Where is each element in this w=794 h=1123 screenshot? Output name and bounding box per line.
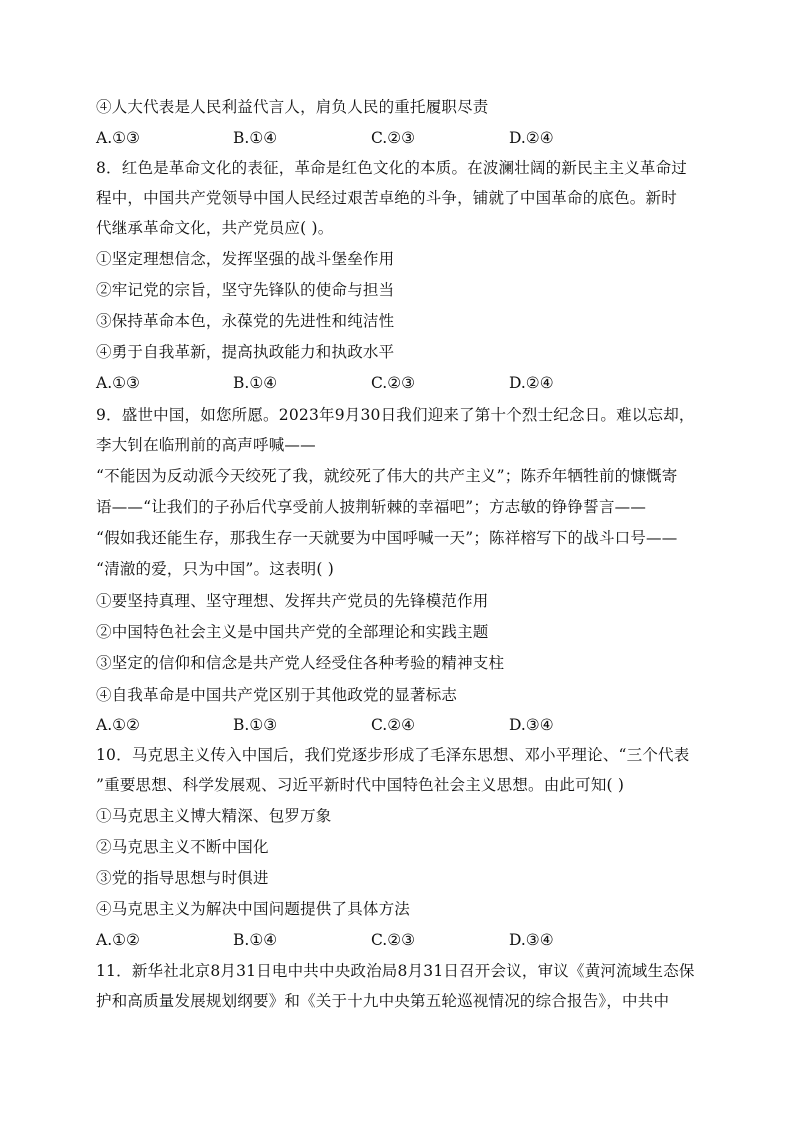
q8-item-1: ①坚定理想信念，发挥坚强的战斗堡垒作用 [96,250,395,268]
q9-stem-line-2: 李大钊在临刑前的高声呼喊—— [96,436,316,454]
q10-option-d[interactable]: D.③④ [509,931,554,949]
q7-option-b[interactable]: B.①④ [233,129,278,147]
q8-item-2: ②牢记党的宗旨，坚守先锋队的使命与担当 [96,281,395,299]
q10-item-3: ③党的指导思想与时俱进 [96,869,269,887]
q11-stem-line-1: 11．新华社北京8月31日电中共中央政治局8月31日召开会议，审议《黄河流域生态保 [96,962,695,980]
q10-item-4: ④马克思主义为解决中国问题提供了具体方法 [96,900,411,918]
q8-stem-line-3: 代继承革命文化，共产党员应( )。 [96,219,334,237]
q9-item-4: ④自我革命是中国共产党区别于其他政党的显著标志 [96,686,458,704]
q8-option-a[interactable]: A.①③ [96,374,140,392]
q9-item-1: ①要坚持真理、坚守理想、发挥共产党员的先锋模范作用 [96,592,489,610]
q10-item-2: ②马克思主义不断中国化 [96,838,269,856]
q8-stem-line-1: 8．红色是革命文化的表征，革命是红色文化的本质。在波澜壮阔的新民主主义革命过 [96,159,687,177]
q10-option-b[interactable]: B.①④ [233,931,278,949]
q9-option-b[interactable]: B.①③ [233,716,278,734]
q8-item-3: ③保持革命本色，永葆党的先进性和纯洁性 [96,312,395,330]
q11-stem-line-2: 护和高质量发展规划纲要》和《关于十九中央第五轮巡视情况的综合报告》，中共中 [96,992,670,1010]
q7-option-d[interactable]: D.②④ [509,129,554,147]
q10-option-a[interactable]: A.①② [96,931,140,949]
q10-stem-line-2: ”重要思想、科学发展观、习近平新时代中国特色社会主义思想。由此可知( ) [96,776,625,794]
q8-stem-line-2: 程中，中国共产党领导中国人民经过艰苦卓绝的斗争，铺就了中国革命的底色。新时 [96,189,677,207]
q9-option-c[interactable]: C.②④ [371,716,416,734]
q9-stem-line-3: “不能因为反动派今天绞死了我，就绞死了伟大的共产主义”；陈乔年牺牲前的慷慨寄 [96,467,678,485]
q9-option-a[interactable]: A.①② [96,716,140,734]
q10-option-c[interactable]: C.②③ [371,931,416,949]
q8-option-d[interactable]: D.②④ [509,374,554,392]
q7-option-c[interactable]: C.②③ [371,129,416,147]
q9-stem-line-5: “假如我还能生存，那我生存一天就要为中国呼喊一天”；陈祥榕写下的战斗口号—— [96,529,678,547]
q8-option-b[interactable]: B.①④ [233,374,278,392]
q8-option-c[interactable]: C.②③ [371,374,416,392]
q10-stem-line-1: 10．马克思主义传入中国后，我们党逐步形成了毛泽东思想、邓小平理论、“三个代表 [96,746,690,764]
q9-item-3: ③坚定的信仰和信念是共产党人经受住各种考验的精神支柱 [96,654,505,672]
q8-item-4: ④勇于自我革新，提高执政能力和执政水平 [96,343,395,361]
q7-item-4: ④人大代表是人民利益代言人，肩负人民的重托履职尽责 [96,98,489,116]
q9-option-d[interactable]: D.③④ [509,716,554,734]
q7-option-a[interactable]: A.①③ [96,129,140,147]
q9-item-2: ②中国特色社会主义是中国共产党的全部理论和实践主题 [96,623,489,641]
q9-stem-line-4: 语——“让我们的子孙后代享受前人披荆斩棘的幸福吧”；方志敏的铮铮誓言—— [96,498,647,516]
q10-item-1: ①马克思主义博大精深、包罗万象 [96,807,332,825]
q9-stem-line-1: 9．盛世中国，如您所愿。2023年9月30日我们迎来了第十个烈士纪念日。难以忘却， [96,406,695,424]
q9-stem-line-6: “清澈的爱，只为中国”。这表明( ) [96,560,334,578]
